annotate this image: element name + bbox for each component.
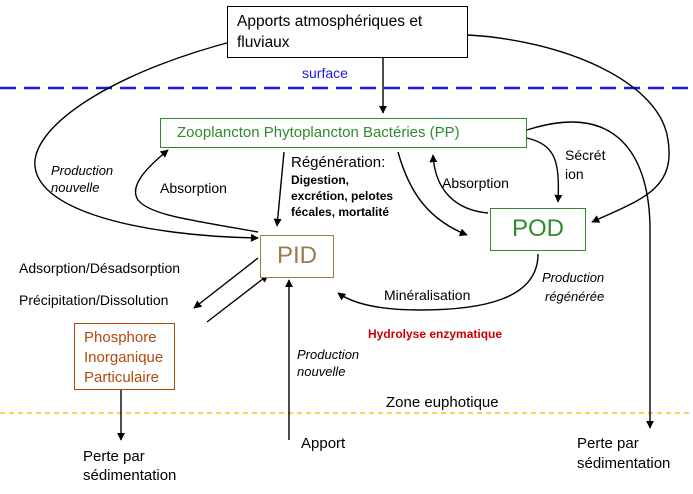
absorption-left-label: Absorption xyxy=(160,180,227,196)
regeneration-detail-3: fécales, mortalité xyxy=(291,205,390,219)
phosphore-line-1: Phosphore xyxy=(84,329,157,346)
regeneration-detail-2: excrétion, pelotes xyxy=(291,189,394,203)
perte-left-1: Perte par xyxy=(83,448,145,465)
hydrolyse-label: Hydrolyse enzymatique xyxy=(368,327,503,341)
perte-right-1: Perte par xyxy=(577,435,639,452)
production-nouvelle-bottom-1: Production xyxy=(297,347,360,362)
perte-right-2: sédimentation xyxy=(577,455,671,472)
euphotic-zone-label: Zone euphotique xyxy=(386,394,499,411)
arrow-organisms-to-pod-lower xyxy=(398,152,467,235)
arrow-pid-to-phosphore xyxy=(194,258,258,308)
phosphore-box xyxy=(74,323,175,390)
secretion-label-1: Sécrét xyxy=(565,147,606,163)
absorption-right-label: Absorption xyxy=(442,175,509,191)
arrow-phosphore-to-pid xyxy=(207,275,268,322)
regeneration-detail-1: Digestion, xyxy=(291,173,350,187)
production-regeneree-1: Production xyxy=(542,270,605,285)
apport-label: Apport xyxy=(301,435,346,452)
apports-box xyxy=(227,6,468,58)
arrow-organisms-to-pod xyxy=(527,138,558,202)
organisms-box xyxy=(160,118,527,148)
production-nouvelle-left-1: Production xyxy=(51,163,114,178)
secretion-label-2: ion xyxy=(565,166,584,182)
pid-label: PID xyxy=(276,242,317,269)
production-nouvelle-bottom-2: nouvelle xyxy=(297,364,346,379)
pid-box xyxy=(260,235,334,278)
adsorption-label: Adsorption/Désadsorption xyxy=(19,260,181,276)
pod-box xyxy=(490,208,586,251)
apports-label: Apports atmosphériques et fluviaux xyxy=(237,13,423,51)
phosphore-line-3: Particulaire xyxy=(84,369,160,386)
regeneration-label: Régénération: xyxy=(291,154,386,171)
pod-label: POD xyxy=(511,215,564,242)
mineralisation-label: Minéralisation xyxy=(384,287,471,303)
precipitation-label: Précipitation/Dissolution xyxy=(19,292,169,308)
organisms-label: Zooplancton Phytoplancton Bactéries (PP) xyxy=(177,124,460,141)
production-nouvelle-left-2: nouvelle xyxy=(51,180,100,195)
phosphore-line-2: Inorganique xyxy=(84,349,164,366)
production-regeneree-2: régénérée xyxy=(545,289,605,304)
arrow-organisms-to-pid xyxy=(277,152,284,226)
perte-left-2: sédimentation xyxy=(83,467,177,484)
surface-label: surface xyxy=(302,65,348,81)
